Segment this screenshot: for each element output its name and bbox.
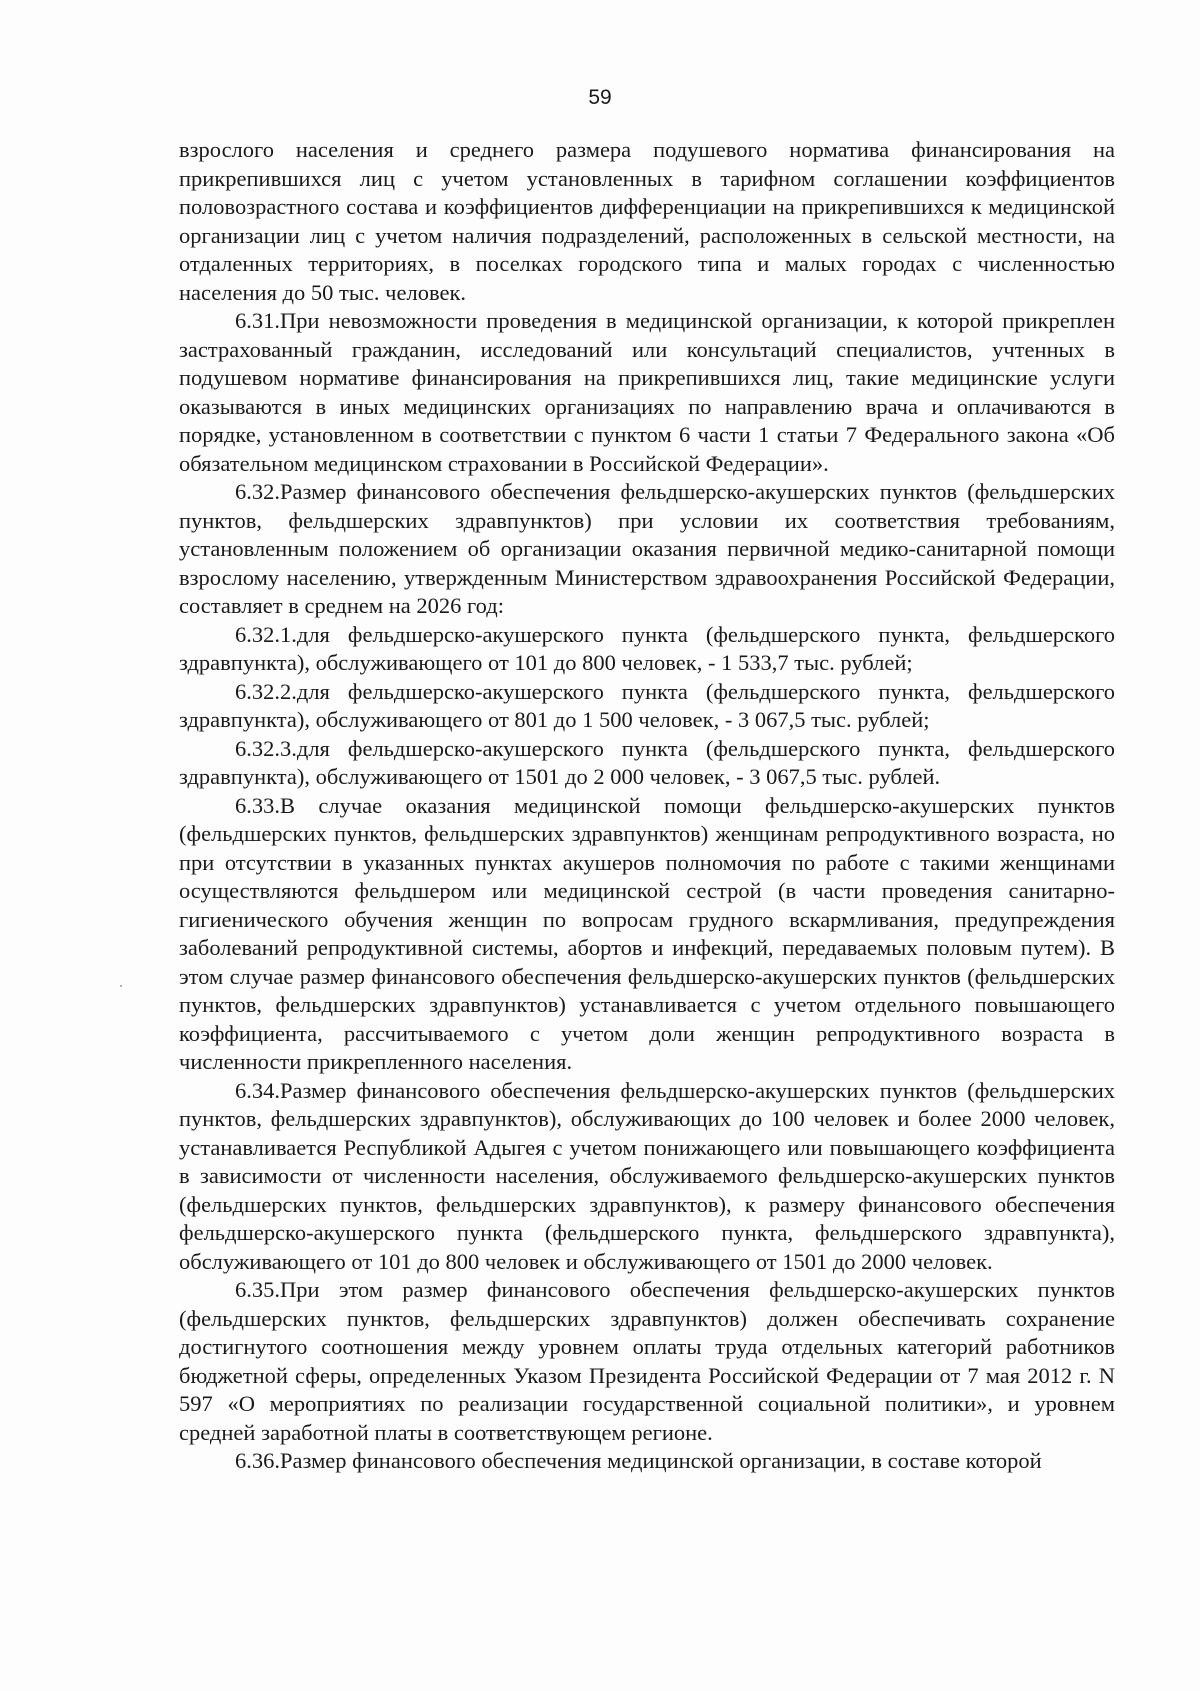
paragraph-6-33: 6.33.В случае оказания медицинской помощи фельдшерско-акушерских пунктов (фельдшерских пунктов, фельдшерских здравпунктов) женщинам репродуктивного возраста, но при отсутствии в указанных пунктах акушеров полномочия по работе с такими женщинами осуществляются фельдшером или медицинской сестрой (в части проведения санитарно-гигиенического обучения женщин по вопросам грудного вскармливания, предупреждения заболеваний репродуктивной системы, абортов и инфекций, передаваемых половым путем). В этом случае размер финансового обеспечения фельдшерско-акушерских пунктов (фельдшерских пунктов, фельдшерских здравпунктов) устанавливается с учетом отдельного повышающего коэффициента, рассчитываемого с учетом доли женщин репродуктивного возраста в численности прикрепленного населения.: [179, 792, 1115, 1074]
paragraph-6-34: 6.34.Размер финансового обеспечения фельдшерско-акушерских пунктов (фельдшерских пунктов, фельдшерских здравпунктов), обслуживающих до 100 человек и более 2000 человек, устанавливается Республикой Адыгея с учетом понижающего или повышающего коэффициента в зависимости от численности населения, обслуживаемого фельдшерско-акушерских пунктов (фельдшерских пунктов, фельдшерских здравпунктов), к размеру финансового обеспечения фельдшерско-акушерского пункта (фельдшерского пункта, фельдшерского здравпункта), обслуживающего от 101 до 800 человек и обслуживающего от 1501 до 2000 человек.: [179, 1077, 1115, 1274]
paragraph-6-36: 6.36.Размер финансового обеспечения медицинской организации, в составе которой: [235, 1448, 1042, 1473]
paragraph-continuation: взрослого населения и среднего размера подушевого норматива финансирования на прикрепившихся лиц с учетом установленных в тарифном соглашении коэффициентов половозрастного состава и коэффициентов дифференциации на прикрепившихся к медицинской организации лиц с учетом наличия подразделений, расположенных в сельской местности, на отдаленных территориях, в поселках городского типа и малых городах с численностью населения до 50 тыс. человек.: [179, 137, 1115, 305]
paragraph-6-31: 6.31.При невозможности проведения в медицинской организации, к которой прикреплен застрахованный гражданин, исследований или консультаций специалистов, учтенных в подушевом нормативе финансирования на прикрепившихся лиц, такие медицинские услуги оказываются в иных медицинских организациях по направлению врача и оплачиваются в порядке, установленном в соответствии с пунктом 6 части 1 статьи 7 Федерального закона «Об обязательном медицинском страховании в Российской Федерации».: [179, 308, 1115, 476]
paragraph-6-32: 6.32.Размер финансового обеспечения фельдшерско-акушерских пунктов (фельдшерских пунктов, фельдшерских здравпунктов) при условии их соответствия требованиям, установленным положением об организации оказания первичной медико-санитарной помощи взрослому населению, утвержденным Министерством здравоохранения Российской Федерации, составляет в среднем на 2026 год:: [179, 479, 1115, 618]
paragraph-6-32-2: 6.32.2.для фельдшерско-акушерского пункта (фельдшерского пункта, фельдшерского здравпункта), обслуживающего от 801 до 1 500 человек, - 3 067,5 тыс. рублей;: [179, 678, 1115, 732]
paragraph-6-32-3: 6.32.3.для фельдшерско-акушерского пункта (фельдшерского пункта, фельдшерского здравпункта), обслуживающего от 1501 до 2 000 человек, - 3 067,5 тыс. рублей.: [179, 735, 1115, 789]
paragraph-6-35: 6.35.При этом размер финансового обеспечения фельдшерско-акушерских пунктов (фельдшерских пунктов, фельдшерских здравпунктов) должен обеспечивать сохранение достигнутого соотношения между уровнем оплаты труда отдельных категорий работников бюджетной сферы, определенных Указом Президента Российской Федерации от 7 мая 2012 г. N 597 «О мероприятиях по реализации государственной социальной политики», и уровнем средней заработной платы в соответствующем регионе.: [179, 1277, 1115, 1445]
document-body: [179, 136, 1115, 1476]
scan-speck: [120, 985, 122, 987]
paragraph-6-32-1: 6.32.1.для фельдшерско-акушерского пункта (фельдшерского пункта, фельдшерского здравпункта), обслуживающего от 101 до 800 человек, - 1 533,7 тыс. рублей;: [179, 621, 1115, 675]
page-number: 59: [588, 86, 612, 109]
